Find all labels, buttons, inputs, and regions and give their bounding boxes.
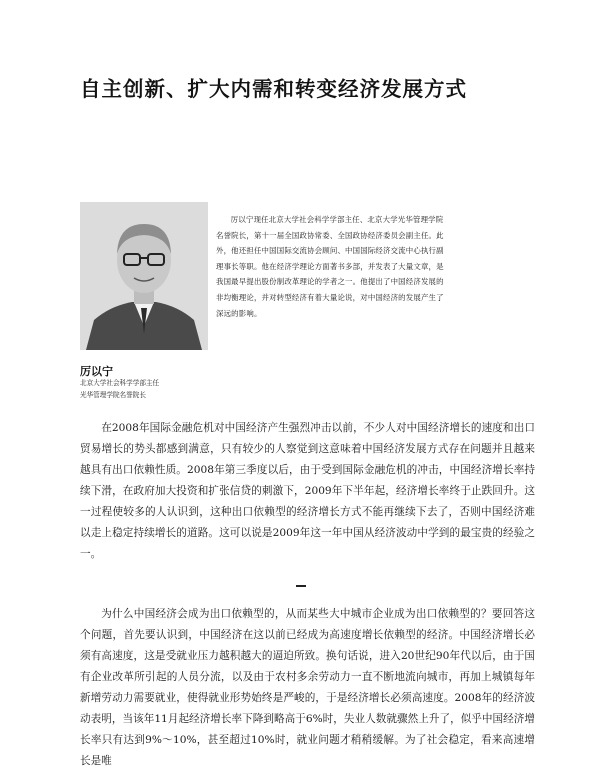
author-photo (80, 202, 208, 350)
body-paragraph-1: 在2008年国际金融危机对中国经济产生强烈冲击以前，不少人对中国经济增长的速度和出口贸易增长的势头都感到满意，只有较少的人察觉到这意味着中国经济发展方式存在问题并且越来越具有出口依赖性质。2008年第三季度以后，由于受到国际金融危机的冲击，中国经济增长率持续下滑，在政府加大投资和扩张信贷的刺激下，2009年下半年起，经济增长率终于止跌回升。这一过程使较多的人认识到，这种出口依赖型的经济增长方式不能再继续下去了，否则中国经济难以走上稳定持续增长的道路。这可以说是2009年这一年中国从经济波动中学到的最宝贵的经验之一。 (80, 422, 535, 560)
author-bio: 厉以宁现任北京大学社会科学学部主任、北京大学光华管理学院名誉院长，第十一届全国政协常委、全国政协经济委员会副主任。此外，他还担任中国国际交流协会顾问、中国国际经济交流中心执行副理事长等职。他在经济学理论方面著书多部，并发表了大量文章，是我国最早提出股份制改革理论的学者之一。他提出了中国经济发展的非均衡理论，并对转型经济有着大量论说，对中国经济的发展产生了深远的影响。 (216, 215, 444, 318)
article-title: 自主创新、扩大内需和转变经济发展方式 (80, 77, 467, 101)
author-affiliation (80, 378, 159, 401)
section-divider (296, 585, 306, 587)
author-affiliation-line2: 光华管理学院名誉院长 (80, 390, 146, 399)
author-name: 厉以宁 (80, 365, 113, 378)
author-affiliation-line1: 北京大学社会科学学部主任 (80, 379, 160, 387)
body-paragraph-2: 为什么中国经济会成为出口依赖型的，从而某些大中城市企业成为出口依赖型的？要回答这个问题，首先要认识到，中国经济在这以前已经成为高速度增长依赖型的经济。中国经济增长必须有高速度，这是受就业压力越积越大的逼迫所致。换句话说，进入20世纪90年代以后，由于国有企业改革所引起的人员分流，以及由于农村多余劳动力一直不断地流向城市，再加上城镇每年新增劳动力需要就业，使得就业形势始终是严峻的，于是经济增长必须高速度。2008年的经济波动表明，当该年11月起经济增长率下降到略高于6%时，失业人数就骤然上升了，似乎中国经济增长率只有达到9%～10%，甚至超过10%时，就业问题才稍稍缓解。为了社会稳定，看来高速增长是唯 (80, 608, 535, 767)
author-portrait-image (80, 202, 208, 350)
